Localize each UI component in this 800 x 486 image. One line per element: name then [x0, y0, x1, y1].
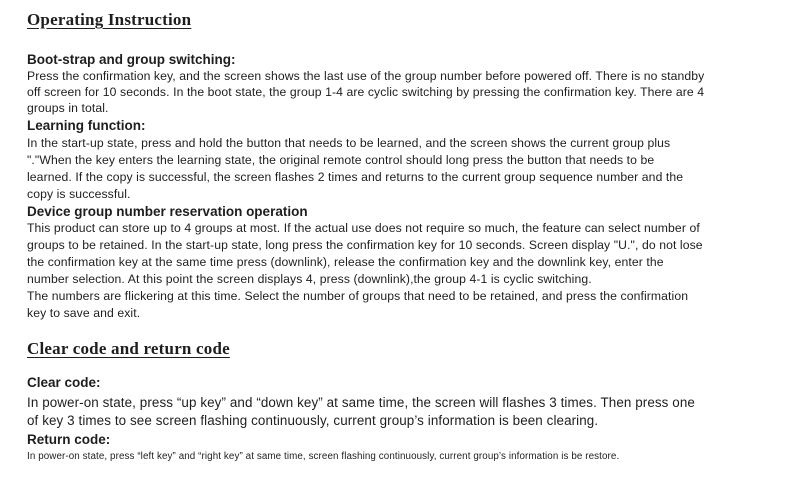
return-code-heading: Return code:: [27, 432, 111, 447]
clear-return-title: Clear code and return code: [27, 339, 230, 358]
boot-strap-heading: Boot-strap and group switching:: [27, 52, 236, 67]
reservation-line-2: groups to be retained. In the start-up state, long press the confirmation key for 10 seconds. Screen display "U.", do not lose: [27, 238, 703, 252]
reservation-line-1: This product can store up to 4 groups at most. If the actual use does not require so much, the feature can select number of: [27, 221, 700, 235]
operating-instruction-title: Operating Instruction: [27, 10, 192, 29]
learning-line-3: learned. If the copy is successful, the screen flashes 2 times and returns to the current group sequence number and the: [27, 170, 684, 184]
reservation-heading: Device group number reservation operation: [27, 204, 308, 219]
reservation-line-3: the confirmation key at the same time press (downlink), release the confirmation key and the downlink key, enter the: [27, 255, 664, 269]
learning-line-2: "."When the key enters the learning state, the original remote control should long press the button that needs to be: [27, 153, 655, 167]
reservation-line-4: number selection. At this point the screen displays 4, press (downlink),the group 4-1 is cyclic switching.: [27, 272, 592, 286]
learning-line-4: copy is successful.: [27, 187, 131, 201]
clear-code-heading: Clear code:: [27, 375, 101, 390]
learning-heading: Learning function:: [27, 118, 146, 133]
boot-strap-line-2: off screen for 10 seconds. In the boot state, the group 1-4 are cyclic switching by pressing the confirmation key. There are 4: [27, 85, 705, 99]
reservation-line-5: The numbers are flickering at this time. Select the number of groups that need to be retained, and press the confirmation: [27, 289, 689, 303]
return-code-line-1: In power-on state, press “left key” and “right key” at same time, screen flashing continuously, current group’s information is be restore.: [27, 451, 620, 462]
learning-line-1: In the start-up state, press and hold the button that needs to be learned, and the screen shows the current group plus: [27, 136, 671, 150]
reservation-line-6: key to save and exit.: [27, 306, 141, 320]
boot-strap-line-1: Press the confirmation key, and the screen shows the last use of the group number before powered off. There is no standby: [27, 69, 705, 83]
clear-code-line-1: In power-on state, press “up key” and “down key” at same time, the screen will flashes 3 times. Then press one: [27, 395, 695, 410]
boot-strap-line-3: groups in total.: [27, 101, 109, 115]
clear-code-line-2: of key 3 times to see screen flashing continuously, current group’s information is been clearing.: [27, 413, 599, 428]
